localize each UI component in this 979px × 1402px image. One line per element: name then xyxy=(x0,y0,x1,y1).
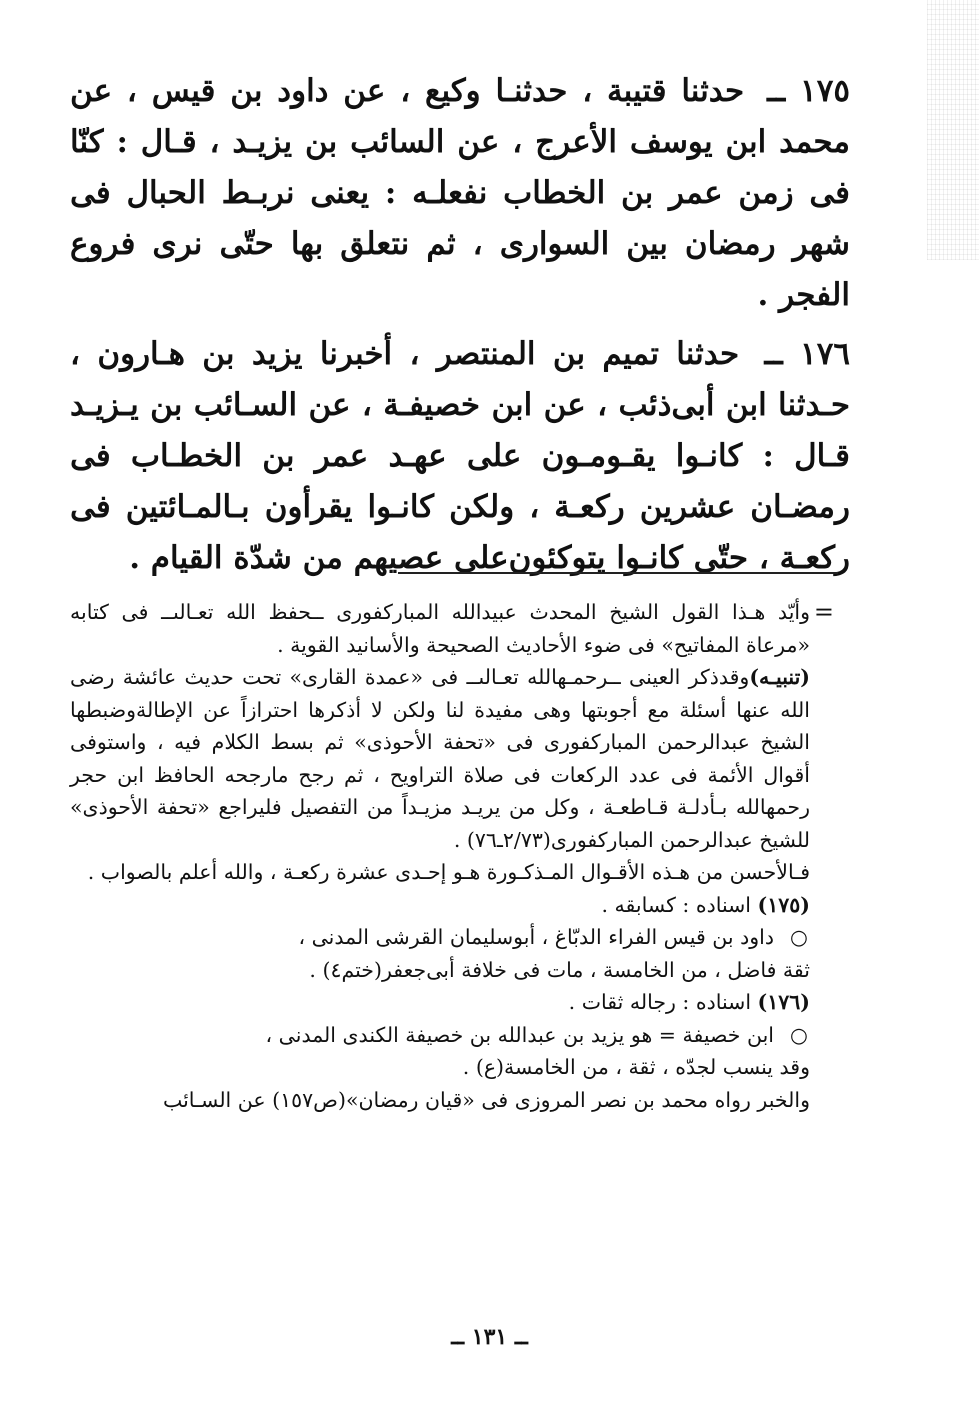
note-conclusion: فـالأحسن من هـذه الأقـوال المـذكـورة هـو إحـدى عشرة ركعـة ، والله أعلم بالصواب . xyxy=(87,860,810,884)
section-text: اسناده : رجاله ثقات . xyxy=(568,990,752,1014)
narrator-line-2: ثقة فاضل ، من الخامسة ، مات فى خلافة أبى‌جعفر(ختم٤) . xyxy=(309,957,810,982)
scan-edge-artifact xyxy=(927,0,979,260)
hadith-176 xyxy=(70,329,850,584)
circle-bullet-icon: ○ xyxy=(790,1022,808,1047)
hadith-number: ١٧٥ ــ xyxy=(767,73,850,109)
hadith-175 xyxy=(70,66,850,321)
narrator-line-2: وقد ينسب لجدّه ، ثقة ، من الخامسة(ع) . xyxy=(462,1055,810,1079)
section-175 xyxy=(70,889,810,922)
footnotes xyxy=(70,596,834,1116)
tanbih-text: وقدذكر العينى ــرحمـهالله تعـالىــ فى «عمدة القارى» تحت حديث عائشة رضى الله عنها أسئلة مع أجوبتها وهى مفيدة لنا ولكن لا أذكرها احترازاً عن الإطالةوضبطها الشيخ عبدالرحمن المباركفورى فى «تحفة الأحوذى» ثم بسط الكلام فيه ، واستوفى أقوال الأئمة فى عدد الركعات فى صلاة التراويح ، ثم رجح مارجحه الحافظ ابن حجر رحمهالله بـأدلـة قـاطعـة ، وكل من يريـد مزيـداً من التفصيل فليراجع «تحفة الأحوذى» للشيخ عبدالرحمن المباركفورى(٢/٧٣ـ٧٦) . xyxy=(70,665,810,852)
footnote-divider xyxy=(398,572,838,574)
narrator-line: داود بن قيس الفراء الدبّاغ ، أبوسليمان القرشى المدنى ، xyxy=(298,925,774,949)
note-paragraph: وأيّد هـذا القول الشيخ المحدث عبيدالله المباركفورى ــحفظ الله تعـالىــ فى كتابه «مرعاة المفاتيح» فى ضوء الأحاديث الصحيحة والأسانيد القوية . xyxy=(70,600,810,657)
note-last-line: والخبر رواه محمد بن نصر المروزى فى «قيان رمضان»(ص١٥٧) عن السـائب xyxy=(162,1087,810,1112)
note-tanbih xyxy=(70,661,810,856)
hadith-text: حدثنا قتيبة ، حدثنـا وكيع ، عن داود بن قيس ، عن محمد ابن يوسف الأعرج ، عن السائب بن يزيـد ، قـال : كنّا فى زمن عمر بن الخطاب نفعلـه : يعنى نربـط الحبال فى شهر رمضان بين السوارى ، ثم نتعلق بها حتّى نرى فروع الفجر . xyxy=(70,73,850,313)
section-label: (١٧٦) xyxy=(757,990,810,1014)
tanbih-label: (تنبيـه) xyxy=(749,665,810,689)
section-text: اسناده : كسابقه . xyxy=(601,892,752,917)
narrator-line: ابن خصيفة = هو يزيد بن عبدالله بن خصيفة الكندى المدنى ، xyxy=(265,1022,774,1047)
narrator-entry xyxy=(70,1019,810,1052)
narrator-entry xyxy=(70,921,810,954)
hadith-number: ١٧٦ ــ xyxy=(764,336,850,372)
page-number: ــ ١٣١ ــ xyxy=(451,1324,528,1350)
section-176 xyxy=(70,986,810,1019)
hadith-text: حدثنا تميم بن المنتصر ، أخبرنا يزيد بن هـارون ، حـدثنا ابن أبى‌ذئب ، عن ابن خصيفـة ، عن السـائب بن يـزيـد قـال : كانـوا يقـومـون على عهـد عمر بن الخطـاب فى رمضـان عشرين ركعـة ، ولكن كانـوا يقرأون بـالمـائتين فى ركعـة ، حتّى كانـوا يتوكئون‌على عصيهم من شدّة القيام . xyxy=(70,336,850,576)
circle-bullet-icon: ○ xyxy=(790,925,808,949)
main-text xyxy=(70,66,850,592)
continuation-mark: = xyxy=(813,598,834,626)
section-label: (١٧٥) xyxy=(757,892,810,917)
